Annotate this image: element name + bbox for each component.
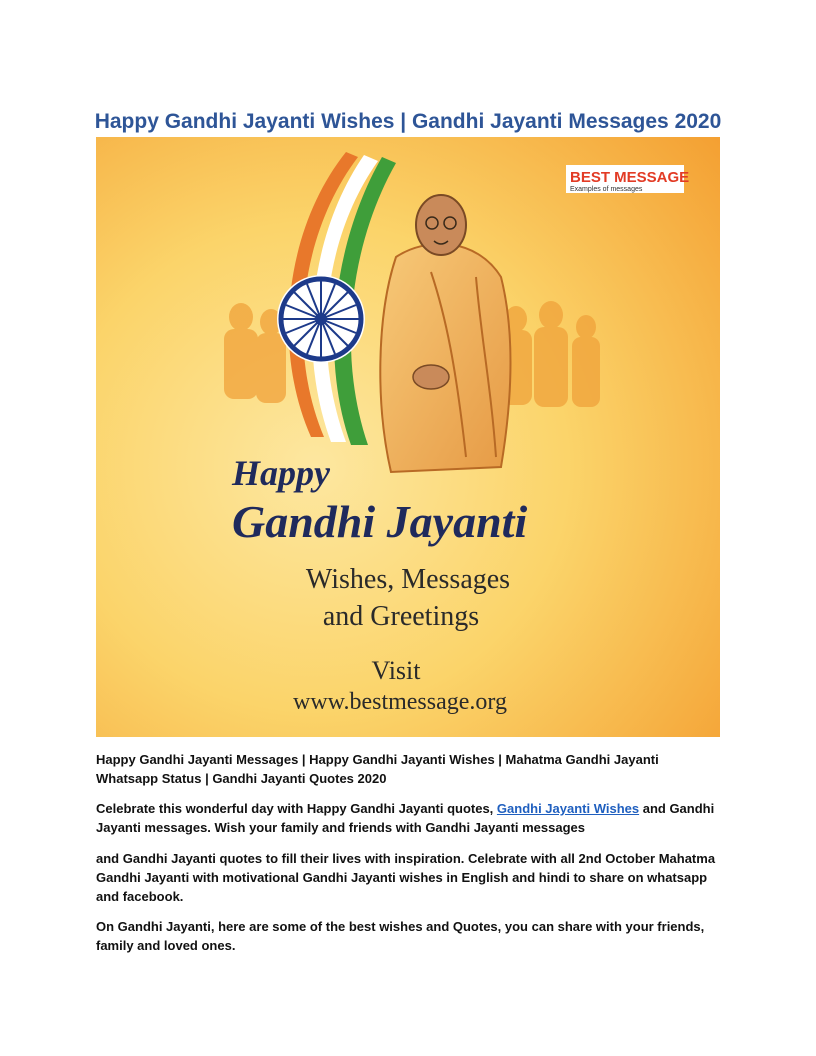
page-title: Happy Gandhi Jayanti Wishes | Gandhi Jayanti Messages 2020 — [94, 110, 722, 134]
website-url: www.bestmessage.org — [293, 689, 507, 715]
logo-sub: Examples of messages — [570, 186, 643, 193]
ashoka-chakra-icon — [277, 275, 365, 363]
gandhi-jayanti-wishes-link[interactable]: Gandhi Jayanti Wishes — [496, 801, 640, 816]
logo-main: BEST MESSAGE — [570, 169, 690, 186]
sub-and-greetings: and Greetings — [322, 601, 480, 632]
headline-gandhi-jayanti: Gandhi Jayanti — [232, 496, 528, 547]
paragraph-keywords: Happy Gandhi Jayanti Messages | Happy Gandhi Jayanti Wishes | Mahatma Gandhi Jayanti Whatsapp Status | Gandhi Jayanti Quotes 2020 — [96, 752, 659, 786]
paragraph-celebrate-after: and Gandhi Jayanti messages. Wish your family and friends with Gandhi Jayanti messages — [96, 801, 715, 835]
hero-illustration — [96, 137, 720, 737]
visit-label: Visit — [371, 656, 421, 685]
paragraph-inspiration: and Gandhi Jayanti quotes to fill their lives with inspiration. Celebrate with all 2nd October Mahatma Gandhi Jayanti with motivational Gandhi Jayanti wishes in English and hindi to share on whatsapp and facebook. — [96, 851, 716, 904]
headline-happy: Happy — [232, 453, 330, 493]
sub-wishes-messages: Wishes, Messages — [305, 564, 511, 595]
paragraph-celebrate — [96, 799, 720, 837]
paragraph-share: On Gandhi Jayanti, here are some of the best wishes and Quotes, you can share with your friends, family and loved ones. — [96, 919, 705, 953]
hero-image — [96, 137, 720, 737]
paragraph-celebrate-before: Celebrate this wonderful day with Happy Gandhi Jayanti quotes, — [96, 801, 497, 816]
best-message-logo — [566, 165, 689, 193]
